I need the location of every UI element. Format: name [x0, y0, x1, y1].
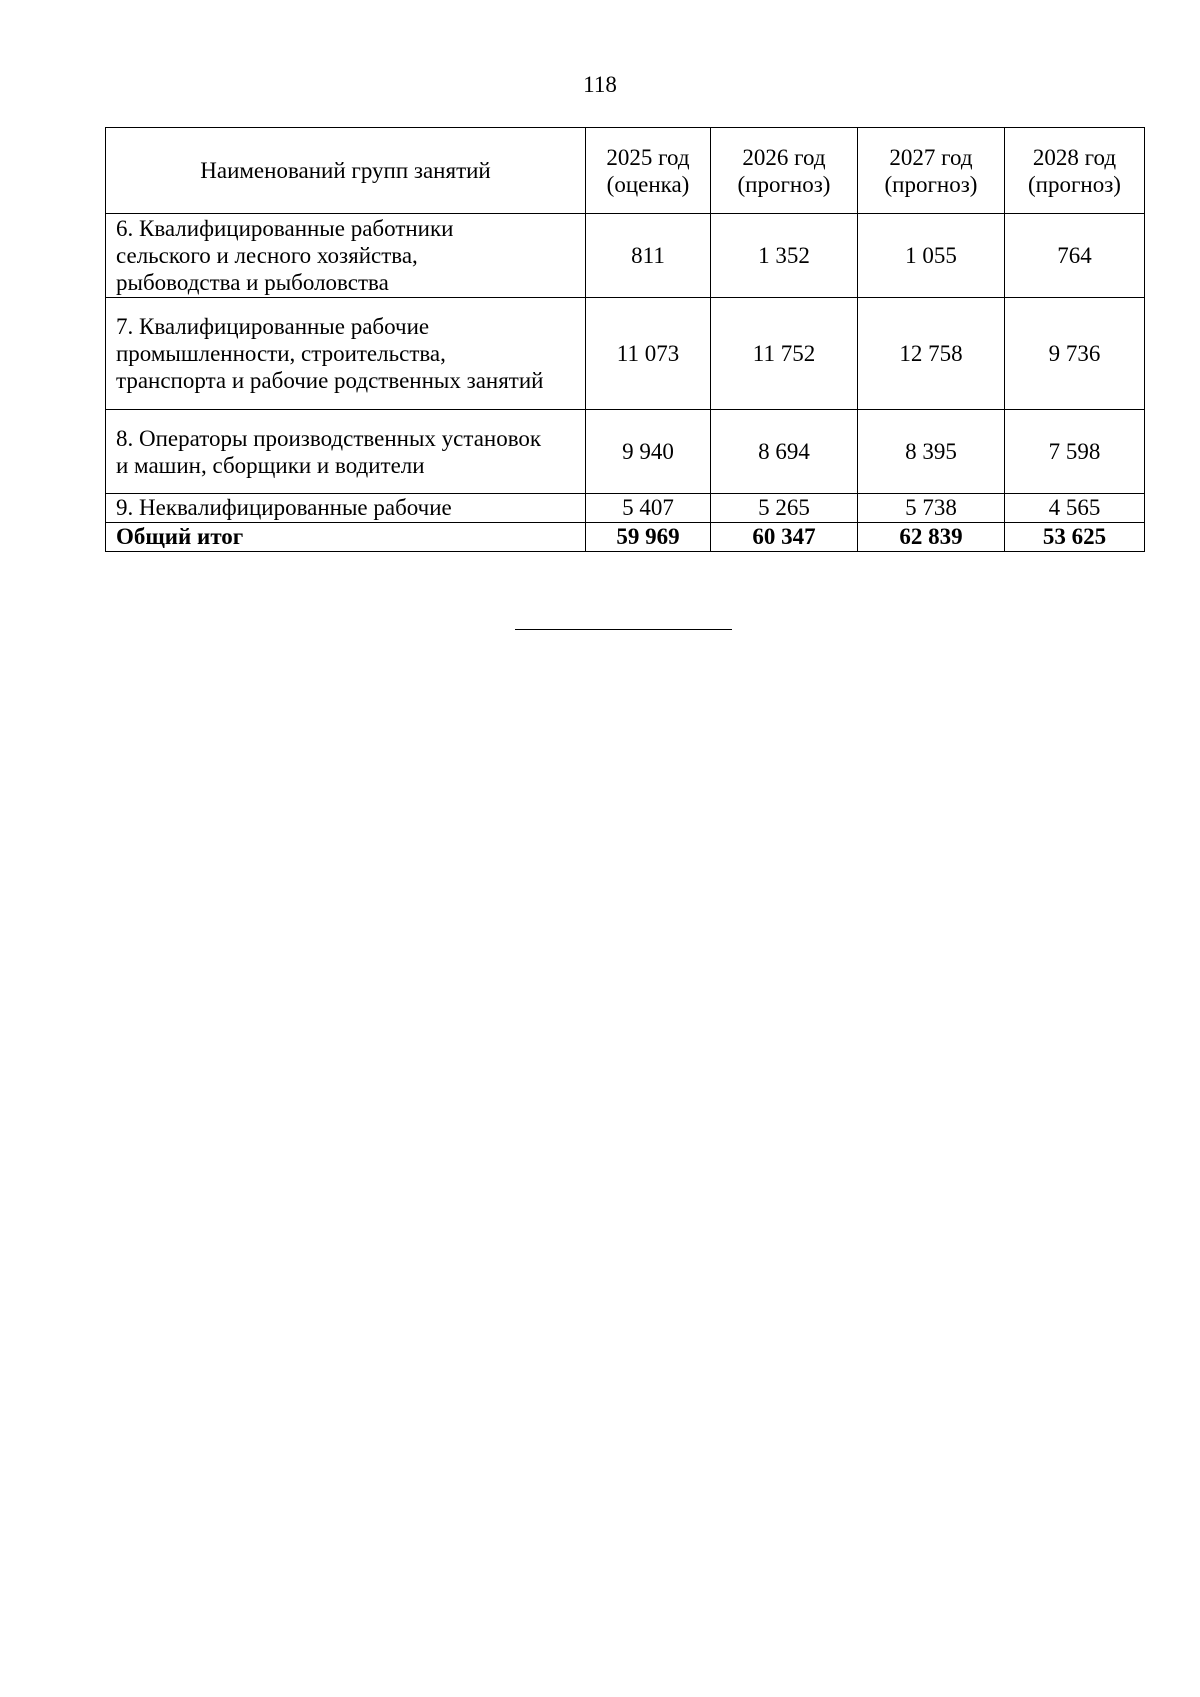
end-of-document-rule [515, 629, 732, 630]
row-name-line: промышленности, строительства, [116, 341, 446, 366]
table-row [106, 494, 1145, 523]
row-name-line: и машин, сборщики и водители [116, 452, 425, 478]
total-2026: 60 347 [711, 523, 858, 552]
row-name-line: 6. Квалифицированные работники [116, 216, 454, 241]
total-label: Общий итог [106, 523, 586, 552]
row-name-line: 7. Квалифицированные рабочие [116, 314, 430, 339]
row-name-cell [106, 298, 586, 410]
row-name-line: сельского и лесного хозяйства, [116, 243, 418, 268]
value-2028: 4 565 [1005, 494, 1145, 523]
header-year-note: (прогноз) [1028, 171, 1121, 197]
header-year-label: 2027 год [889, 144, 973, 170]
header-year-label: 2026 год [742, 144, 826, 170]
value-2027: 8 395 [858, 410, 1005, 494]
header-year-2026 [711, 128, 858, 214]
value-2027: 12 758 [858, 298, 1005, 410]
table-row [106, 410, 1145, 494]
header-year-2028 [1005, 128, 1145, 214]
total-2027: 62 839 [858, 523, 1005, 552]
value-2026: 11 752 [711, 298, 858, 410]
value-2027: 5 738 [858, 494, 1005, 523]
row-name-line: 9. Неквалифицированные рабочие [116, 495, 452, 520]
value-2027: 1 055 [858, 214, 1005, 298]
value-2025: 9 940 [586, 410, 711, 494]
header-year-note: (прогноз) [884, 171, 978, 197]
row-name-line: транспорта и рабочие родственных занятий [116, 368, 544, 393]
value-2028: 7 598 [1005, 410, 1145, 494]
total-row [106, 523, 1145, 552]
page-number: 118 [583, 72, 617, 97]
row-name-cell [106, 494, 586, 523]
header-year-2025 [586, 128, 711, 214]
table-row [106, 214, 1145, 298]
value-2028: 9 736 [1005, 298, 1145, 410]
value-2026: 5 265 [711, 494, 858, 523]
value-2028: 764 [1005, 214, 1145, 298]
occupation-forecast-table [105, 127, 1145, 552]
row-name-line: 8. Операторы производственных установок [116, 425, 542, 451]
header-year-label: 2028 год [1032, 144, 1117, 170]
header-year-2027 [858, 128, 1005, 214]
total-2028: 53 625 [1005, 523, 1145, 552]
total-2025: 59 969 [586, 523, 711, 552]
value-2026: 1 352 [711, 214, 858, 298]
row-name-line: рыбоводства и рыболовства [116, 270, 389, 295]
value-2025: 811 [586, 214, 711, 298]
value-2025: 5 407 [586, 494, 711, 523]
table-header-row [106, 128, 1145, 214]
header-year-note: (оценка) [606, 171, 690, 197]
row-name-cell [106, 410, 586, 494]
value-2025: 11 073 [586, 298, 711, 410]
header-year-note: (прогноз) [737, 171, 831, 197]
table-row [106, 298, 1145, 410]
row-name-cell [106, 214, 586, 298]
header-occupation-groups: Наименований групп занятий [106, 128, 586, 214]
header-year-label: 2025 год [606, 144, 690, 170]
value-2026: 8 694 [711, 410, 858, 494]
